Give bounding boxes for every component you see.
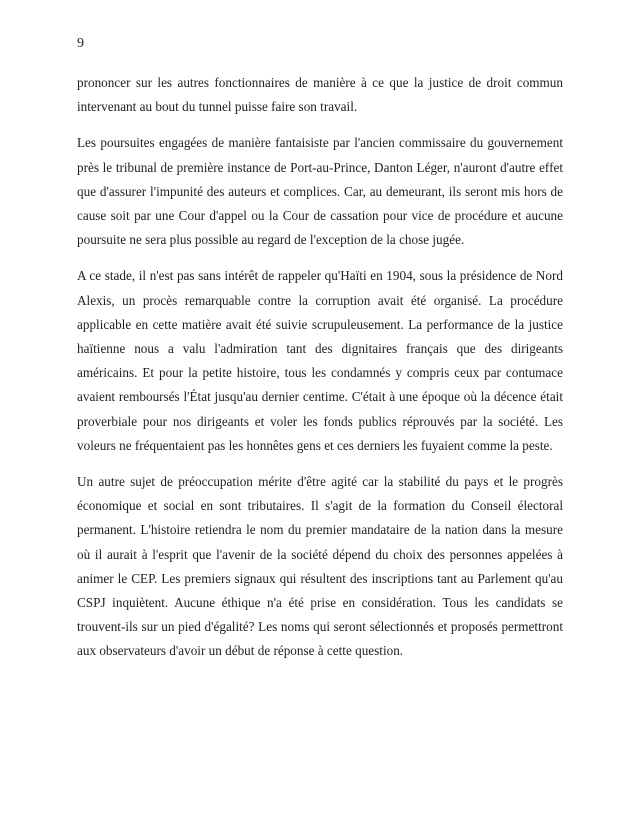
- document-body: [77, 71, 563, 676]
- paragraph-1: prononcer sur les autres fonctionnaires de manière à ce que la justice de droit commun intervenant au bout du tunnel puisse faire son travail.: [77, 75, 563, 115]
- paragraph-4: Un autre sujet de préoccupation mérite d'être agité car la stabilité du pays et le progrès économique et social en sont tributaires. Il s'agit de la formation du Conseil électoral permanent. L'histoire retiendra le nom du premier mandataire de la nation dans la mesure où il aurait à l'esprit que l'avenir de la société dépend du choix des personnes appelées à animer le CEP. Les premiers signaux qui résultent des inscriptions tant au Parlement qu'au CSPJ inquiètent. Aucune éthique n'a été prise en considération. Tous les candidats se trouvent-ils sur un pied d'égalité? Les noms qui seront sélectionnés et proposés permettront aux observateurs d'avoir un début de réponse à cette question.: [77, 474, 563, 659]
- paragraph-2: Les poursuites engagées de manière fantaisiste par l'ancien commissaire du gouvernement près le tribunal de première instance de Port-au-Prince, Danton Léger, n'auront d'autre effet que d'assurer l'impunité des auteurs et complices. Car, au demeurant, ils seront mis hors de cause soit par une Cour d'appel ou la Cour de cassation pour vice de procédure et aucune poursuite ne sera plus possible au regard de l'exception de la chose jugée.: [77, 135, 563, 248]
- paragraph-3: A ce stade, il n'est pas sans intérêt de rappeler qu'Haïti en 1904, sous la présidence de Nord Alexis, un procès remarquable contre la corruption avait été organisé. La procédure applicable en cette matière avait été suivie scrupuleusement. La performance de la justice haïtienne nous a valu l'admiration tant des dignitaires français que des dirigeants américains. Et pour la petite histoire, tous les condamnés y compris ceux par contumace avaient remboursés l'État jusqu'au dernier centime. C'était à une époque où la décence était proverbiale pour nos dirigeants et voler les fonds publics réprouvés par la société. Les voleurs ne fréquentaient pas les honnêtes gens et ces derniers les fuyaient comme la peste.: [77, 268, 563, 453]
- page-number: 9: [77, 36, 84, 51]
